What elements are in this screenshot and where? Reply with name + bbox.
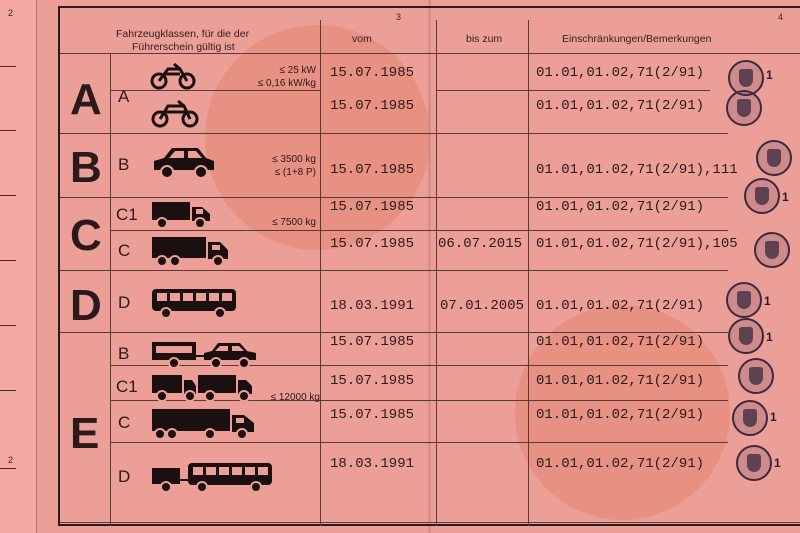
remarks-text: 01.01,01.02,71(2/91) [536,456,705,472]
official-seal-stamp [744,178,780,214]
class-label: C1 [116,205,138,224]
table-divider [60,53,800,54]
header-until: bis zum [466,33,503,45]
class-limit-note: ≤ 7500 kg [272,217,316,228]
remarks-text: 01.01,01.02,71(2/91) [536,334,705,350]
remarks-text: 01.01,01.02,71(2/91) [536,98,705,114]
group-letter-e: E [70,409,100,458]
table-divider [60,133,728,134]
table-divider [110,90,320,91]
group-letter-d: D [70,281,102,330]
table-divider [60,270,728,271]
header-classes-line2: Führerschein gültig ist [132,41,235,53]
table-divider [110,442,728,443]
group-letter-c: C [70,211,102,260]
strip-line [0,325,16,326]
remarks-text: 01.01,01.02,71(2/91) [536,298,705,314]
stamp-number: 1 [766,68,773,82]
stamp-number: 1 [766,330,773,344]
header-classes-line1: Fahrzeugklassen, für die der [116,28,250,40]
remarks-text: 01.01,01.02,71(2/91) [536,373,705,389]
official-seal-stamp [726,282,762,318]
official-seal-stamp [756,140,792,176]
truck-trailer-icon [150,372,254,404]
semi-truck-icon [150,406,256,440]
small-truck-icon [150,199,212,229]
class-label: D [118,467,131,486]
table-divider [60,332,728,333]
truck-icon [150,234,230,268]
stamp-number: 1 [770,410,777,424]
car-icon [150,144,218,180]
valid-from-date: 15.07.1985 [330,236,415,252]
stamp-number: 1 [782,190,789,204]
motorcycle-icon [150,60,196,90]
class-limit-note: ≤ (1+8 P) [274,167,316,178]
remarks-text: 01.01,01.02,71(2/91) [536,65,705,81]
header-remarks: Einschränkungen/Bemerkungen [562,33,712,45]
class-label: B [118,155,130,174]
class-limit-note: ≤ 3500 kg [272,154,316,165]
table-divider [60,522,800,523]
bus-icon [150,286,238,320]
remarks-text: 01.01,01.02,71(2/91),105 [536,236,738,252]
group-letter-b: B [70,143,102,192]
stamp-number: 1 [774,456,781,470]
strip-line [0,130,16,131]
table-divider [60,197,728,198]
page-number-left-bottom: 2 [8,455,14,465]
remarks-text: 01.01,01.02,71(2/91) [536,407,705,423]
header-from: vom [352,33,372,45]
class-label: C1 [116,377,138,396]
stamp-number: 1 [764,294,771,308]
official-seal-stamp [726,90,762,126]
class-label: A [118,87,130,106]
left-page-strip [0,0,37,533]
class-label: B [118,344,130,363]
official-seal-stamp [728,318,764,354]
official-seal-stamp [736,445,772,481]
table-divider [436,90,528,91]
official-seal-stamp [738,358,774,394]
valid-from-date: 15.07.1985 [330,98,415,114]
page-number-right: 4 [778,12,784,22]
table-divider [320,20,321,526]
class-label: C [118,413,131,432]
class-limit-note: ≤ 0,16 kW/kg [257,78,316,89]
remarks-text: 01.01,01.02,71(2/91),111 [536,162,738,178]
class-limit-note: ≤ 25 kW [279,65,316,76]
strip-line [0,66,16,67]
class-label: C [118,241,131,260]
bus-trailer-icon [150,460,274,496]
motorcycle-icon [150,98,200,128]
official-seal-stamp [754,232,790,268]
valid-from-date: 15.07.1985 [330,334,415,350]
table-divider [528,90,710,91]
strip-line [0,195,16,196]
valid-from-date: 18.03.1991 [330,456,415,472]
table-divider [110,230,728,231]
table-divider [528,20,529,526]
page-number-middle: 3 [396,12,402,22]
remarks-text: 01.01,01.02,71(2/91) [536,199,705,215]
valid-from-date: 15.07.1985 [330,162,415,178]
valid-from-date: 18.03.1991 [330,298,415,314]
class-limit-note: ≤ 12000 kg [270,392,320,403]
valid-until-date: 07.01.2005 [440,298,525,314]
strip-line [0,468,16,469]
valid-from-date: 15.07.1985 [330,407,415,423]
page-number-left: 2 [8,8,14,18]
table-divider [436,20,437,526]
valid-from-date: 15.07.1985 [330,199,415,215]
strip-line [0,390,16,391]
strip-line [0,260,16,261]
group-letter-a: A [70,75,102,124]
valid-from-date: 15.07.1985 [330,373,415,389]
valid-until-date: 06.07.2015 [438,236,523,252]
table-divider [110,53,111,526]
valid-from-date: 15.07.1985 [330,65,415,81]
car-trailer-icon [150,338,260,370]
official-seal-stamp [732,400,768,436]
class-label: D [118,293,131,312]
